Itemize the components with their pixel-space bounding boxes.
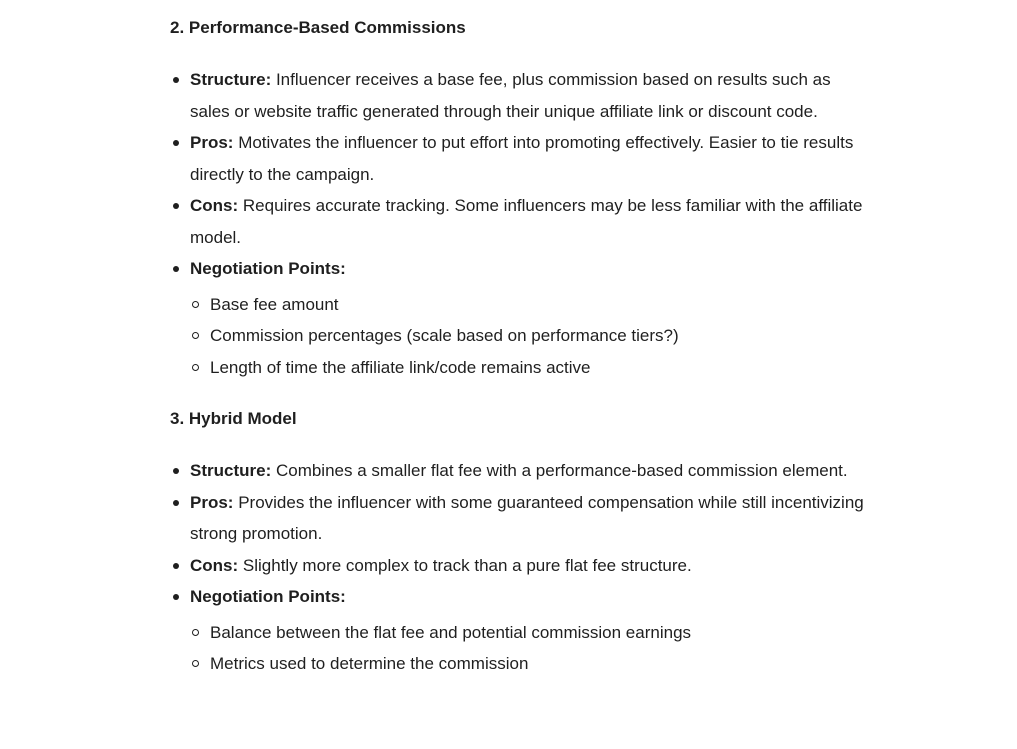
item-text: Slightly more complex to track than a pure flat fee structure. xyxy=(238,555,692,575)
item-text: Provides the influencer with some guaranteed compensation while still incentivizing strong promotion. xyxy=(190,492,864,543)
item-label: Structure: xyxy=(190,461,272,480)
list-item-structure xyxy=(170,455,870,487)
item-label: Pros: xyxy=(190,492,234,512)
sub-list-item: Length of time the affiliate link/code remains active xyxy=(190,352,870,384)
item-label: Structure: xyxy=(190,70,272,89)
list-item-pros xyxy=(170,487,870,550)
sub-list-item: Base fee amount xyxy=(190,289,870,321)
item-text: Influencer receives a base fee, plus commission based on results such as sales or website traffic generated through their unique affiliate link or discount code. xyxy=(190,70,831,121)
sub-bullet-list xyxy=(190,289,870,384)
list-item-negotiation-points xyxy=(170,253,870,383)
sub-list-item: Commission percentages (scale based on performance tiers?) xyxy=(190,320,870,352)
item-label: Cons: xyxy=(190,196,239,215)
sub-list-item: Metrics used to determine the commission xyxy=(190,648,870,680)
section-performance-based xyxy=(170,14,870,383)
item-label: Negotiation Points: xyxy=(190,587,346,606)
item-label: Cons: xyxy=(190,555,239,575)
document-content xyxy=(170,14,870,702)
sub-bullet-list xyxy=(190,617,870,680)
sub-list-item: Balance between the flat fee and potential commission earnings xyxy=(190,617,870,649)
list-item-cons xyxy=(170,190,870,253)
list-item-negotiation-points xyxy=(170,581,870,680)
section-hybrid-model xyxy=(170,405,870,680)
section-heading: 3. Hybrid Model xyxy=(170,409,297,428)
section-heading: 2. Performance-Based Commissions xyxy=(170,18,466,37)
item-text: Motivates the influencer to put effort into promoting effectively. Easier to tie results directly to the campaign. xyxy=(190,133,854,184)
bullet-list xyxy=(170,64,870,383)
bullet-list xyxy=(170,455,870,680)
list-item-pros xyxy=(170,127,870,190)
list-item-structure xyxy=(170,64,870,127)
item-label: Pros: xyxy=(190,133,234,152)
item-text: Requires accurate tracking. Some influencers may be less familiar with the affiliate model. xyxy=(190,196,863,247)
list-item-cons xyxy=(170,550,870,582)
item-label: Negotiation Points: xyxy=(190,259,346,278)
item-text: Combines a smaller flat fee with a performance-based commission element. xyxy=(271,461,848,480)
